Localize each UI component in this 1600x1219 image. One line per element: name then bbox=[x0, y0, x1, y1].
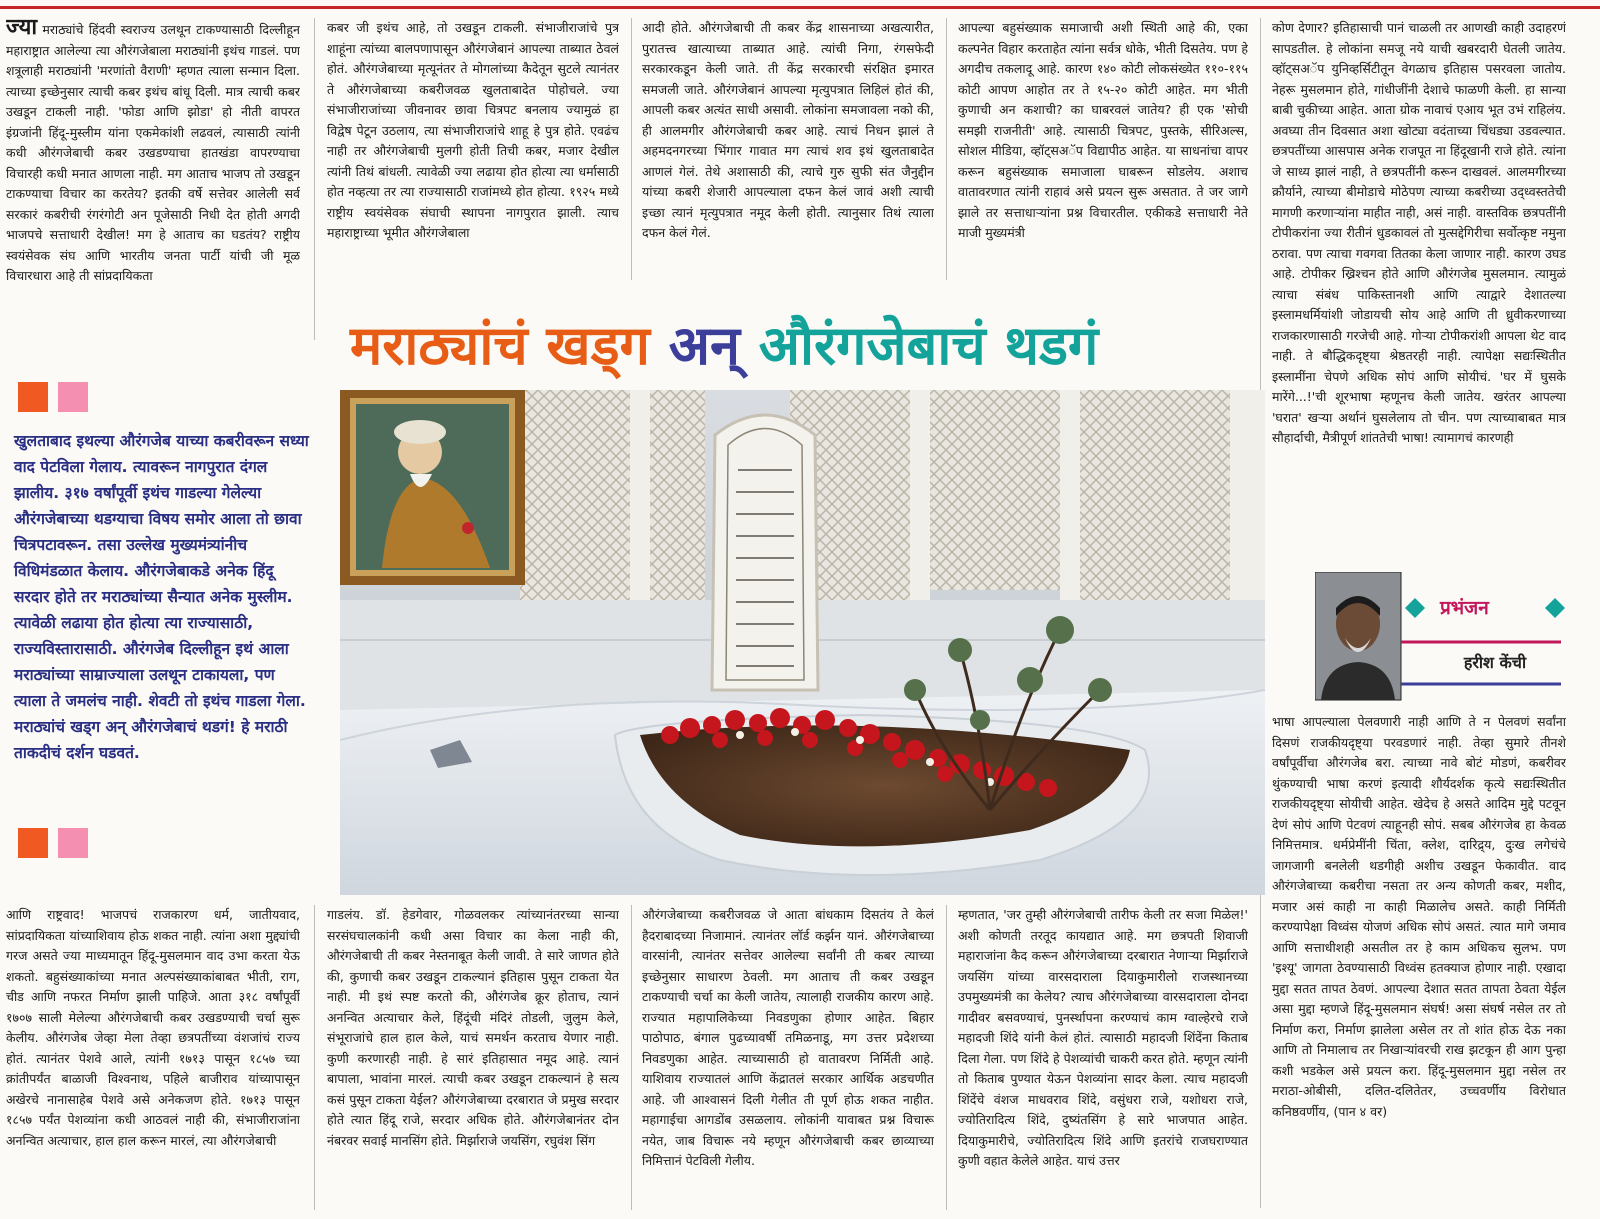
headline-part-3: औरंगजेबाचं थडगं bbox=[758, 314, 1099, 377]
marker-square-pink bbox=[58, 382, 88, 412]
column-1-top-text: मराठ्यांचे हिंदवी स्वराज्य उलथून टाकण्यासाठी दिल्लीहून महाराष्ट्रात आलेल्या त्या औरंगजेबाला मराठ्यांनी इथंच गाडलं. पण शत्रूलाही मराठ्यांनी 'मरणांतो वैराणी' म्हणत त्याला सन्मान दिला. त्याच्या इच्छेनुसार त्याची कबर इथंच बांधू दिली. मात्र त्याची कबर उखडून टाकली नाही. 'फोडा आणि झोडा' हो नीती वापरत इंग्रजांनी हिंदू-मुस्लीम यांना एकमेकांशी लढवलं, त्यासाठी त्यांनी कधी औरंगजेबाची कबर उखडण्याचा हातखंडा वापरण्याचा विचारही कधी मनात आणला नाही. मग आताच भाजप तो उखडून टाकण्याचा विचार का करतेय? इतकी वर्षे सत्तेवर आलेली सर्व सरकारं कबरीची रंगरंगोटी अन पूजेसाठी निधी देत होती अगदी भाजपचे सत्ताधारी देखील! मग हे आताच का घडतंय? राष्ट्रीय स्वयंसेवक संघ आणि भारतीय जनता पार्टी यांची जी मूळ विचारधारा आहे ती सांप्रदायिकता bbox=[6, 22, 300, 283]
author-photo bbox=[1315, 572, 1565, 702]
column-1-bottom bbox=[6, 905, 300, 1213]
tomb-photo bbox=[340, 390, 1265, 895]
column-2-top bbox=[327, 18, 619, 280]
top-rule bbox=[0, 6, 1600, 9]
column-3-top-text: आदी होते. औरंगजेबाची ती कबर केंद्र शासनाच्या अखत्यारीत, पुरातत्त्व खात्याच्या ताब्यात आहे. त्यांची निगा, रंगसफेदी सरकारकडून केली जाते. ती केंद्र सरकारची संरक्षित इमारत समजली जाते. औरंगजेबानं आपल्या मृत्युपत्रात लिहिलं होतं की, आपली कबर अत्यंत साधी असावी. लोकांना समजावला नको की, ही आलमगीर औरंगजेबाची कबर आहे. त्याचं निधन झालं ते अहमदनगरच्या भिंगार गावात मग त्याचं शव इथं खुलताबादेत आणलं गेलं. तेथे अशासाठी की, त्याचे गुरु सुफी संत जैनुद्दीन यांच्या कबरी शेजारी आपल्याला दफन केलं जावं अशी त्याची इच्छा त्यानं मृत्युपत्रात नमूद केली होती. त्यानुसार तिथं त्याला दफन केलं गेलं. bbox=[642, 20, 934, 240]
headline-part-2: अन् bbox=[668, 314, 740, 377]
column-4-bottom-text: म्हणतात, 'जर तुम्ही औरंगजेबाची तारीफ केली तर सजा मिळेल!' अशी कोणती तरतूद कायद्यात आहे. मग छत्रपती शिवाजी महाराजांना कैद करून औरंगजेबाच्या दरबारात नेणाऱ्या मिर्झाराजे जयसिंग यांच्या वारसदाराला दियाकुमारीलो राजस्थानच्या उपमुख्यमंत्री का केलेय? त्याच औरंगजेबाच्या वारसदाराला दोनदा गादीवर बसवण्याचं, पुनर्स्थापना करण्याचं काम ग्वाल्हेरचे राजे महादजी शिंदे यांनी केलं होतं. त्यासाठी महादजी शिंदेंना किताब दिला गेला. पण शिंदे हे पेशव्यांची चाकरी करत होते. म्हणून त्यांनी तो किताब पुण्यात येऊन पेशव्यांना सादर केला. त्याच महादजी शिंदेंचे वंशज माधवराव शिंदे, वसुंधरा राजे, यशोधरा राजे, ज्योतिरादित्य शिंदे, दुष्यंतसिंग हे सारे भाजपात आहेत. दियाकुमारीचे, ज्योतिरादित्य शिंदे आणि इतरांचे राजघराण्यात कुणी वहात केलेले आहेत. याचं उत्तर bbox=[958, 907, 1248, 1168]
author-name: हरीश केंची bbox=[1463, 653, 1527, 672]
column-5-middle bbox=[1272, 712, 1566, 1212]
column-divider bbox=[946, 18, 947, 280]
column-divider bbox=[314, 905, 315, 1210]
headline bbox=[350, 312, 1270, 380]
column-1-bottom-text: आणि राष्ट्रवाद! भाजपचं राजकारण धर्म, जातीयवाद, सांप्रदायिकता यांच्याशिवाय होऊ शकत नाही. त्यांना अशा मुद्द्यांची गरज असते ज्या माध्यमातून हिंदू-मुसलमान वाद उभा करता येऊ शकतो. बहुसंख्याकांच्या मनात अल्पसंख्याकांबाबत भीती, राग, चीड आणि नफरत निर्माण झाली पाहिजे. आता ३१८ वर्षांपूर्वी १७०७ साली मेलेल्या औरंगजेबाची कबर उखडण्याची चर्चा सुरू केलीय. औरंगजेब जेव्हा मेला तेव्हा छत्रपतींच्या वंशजांचं राज्य होतं. त्यानंतर पेशवे आले, त्यांनी १७१३ पासून १८५७ च्या क्रांतीपर्यंत बाळाजी विश्वनाथ, पहिले बाजीराव यांच्यापासून अखेरचे नानासाहेब पेशवे असे अनेकजण होते. १७१३ पासून १८५७ पर्यंत पेशव्यांना कधी आठवलं नाही की, संभाजीराजांना अनन्वित अत्याचार, हाल हाल करून मारलं, त्या औरंगजेबाची bbox=[6, 907, 300, 1148]
column-1-top bbox=[6, 18, 300, 346]
marker-square-orange bbox=[18, 382, 48, 412]
column-4-bottom bbox=[958, 905, 1248, 1213]
column-5-top-text: कोण देणार? इतिहासाची पानं चाळली तर आणखी काही उदाहरणं सापडतील. हे लोकांना समजू नये याची खबरदारी घेतली जातेय. व्हॉट्सअॅप युनिव्हर्सिटीतून वेगळाच इतिहास पसरवला जातोय. नेहरू मुसलमान होते, गांधीजींनी देशाचे फाळणी केली. हा सान्या बाबी चुकीच्या आहेत. आता ग्रोक नावाचं एआय भूत उभं राहिलंय. अवघ्या तीन दिवसात अशा खोट्या वदंताच्या चिंधड्या उडवल्यात. छत्रपतींच्या आसपास अनेक राजपूत ना हिंदूखानी राजे होते. त्यांना जे साध्य झालं नाही, ते छत्रपतींनी करून दाखवलं. आलमगीरच्या क्रौर्याने, त्याच्या बीमोडाचे मोठेपण त्याच्या कबरीच्या उद्ध्वस्ततेची मागणी करणाऱ्यांना माहीत नाही, असं नाही. वास्तविक छत्रपतींनी टोपीकरांना ज्या रीतीनं धुडकावलं तो मुत्सद्देगिरीचा सर्वोत्कृष्ट नमुना ठरावा. पण त्याचा गवगवा तितका केला जाणार नाही. कारण उघड आहे. टोपीकर ख्रिश्चन होते आणि औरंगजेब मुसलमान. त्यामुळं त्याचा संबंध पाकिस्तानशी आणि त्याद्वारे देशातल्या इस्लामधर्मियांशी जोडायची सोय आहे आणि ती ध्रुवीकरणाच्या राजकारणासाठी गरजेची आहे. गोऱ्या टोपीकरांशी आपला थेट वाद नाही. ते बौद्धिकदृष्ट्या श्रेष्ठतरही नाही. त्यापेक्षा सद्यःस्थितीत इस्लामींना चेपणे अधिक सोपं आणि सोयीचं. 'घर में घुसके मारेंगे...!'ची शूरभाषा म्हणूनच केली जातेय. खरंतर आपल्या 'घरात' खऱ्या अर्थानं घुसलेलाय तो चीन. पण त्याच्याबाबत मात्र सौहार्दाची, मैत्रीपूर्ण शांततेची भाषा! त्यामागचं कारणही bbox=[1272, 20, 1566, 445]
column-2-bottom-text: गाडलंय. डॉ. हेडगेवार, गोळवलकर त्यांच्यानंतरच्या सान्या सरसंघचालकांनी कधी असा विचार का केला नाही की, औरंगजेबाची ती कबर नेस्तनाबूत केली जावी. ते सारे जाणत होते की, कुणाची कबर उखडून टाकल्यानं इतिहास पुसून टाकता येत नाही. मी इथं स्पष्ट करतो की, औरंगजेब क्रूर होताच, त्यानं अनन्वित अत्याचार केले, हिंदूंची मंदिरं तोडली, जुलुम केले, संभूराजांचे हाल हाल केले, याचं समर्थन करताच येणार नाही. कुणी करणारही नाही. हे सारं इतिहासात नमूद आहे. त्यानं बापाला, भावांना मारलं. त्याची कबर उखडून टाकल्यानं हे सत्य कसं पुसून टाकता येईल? औरंगजेबाच्या दरबारात जे प्रमुख सरदार होते त्यात हिंदू राजे, सरदार अधिक होते. औरंगजेबानंतर दोन नंबरवर सवाई मानसिंग होते. मिर्झाराजे जयसिंग, रघुवंश सिंग bbox=[327, 907, 619, 1148]
marker-square-pink bbox=[58, 828, 88, 858]
headline-part-1: मराठ्यांचं खड्ग bbox=[350, 314, 650, 377]
marker-square-orange bbox=[18, 828, 48, 858]
column-divider bbox=[946, 905, 947, 1210]
column-name: प्रभंजन bbox=[1440, 597, 1489, 619]
column-divider bbox=[631, 18, 632, 280]
column-3-top bbox=[642, 18, 934, 280]
byline-block bbox=[1315, 572, 1565, 702]
column-3-bottom bbox=[642, 905, 934, 1213]
column-5-top bbox=[1272, 18, 1566, 572]
column-4-top bbox=[958, 18, 1248, 280]
column-divider bbox=[631, 905, 632, 1210]
column-divider bbox=[314, 18, 315, 340]
column-2-top-text: कबर जी इथंच आहे, तो उखडून टाकली. संभाजीराजांचे पुत्र शाहूंना त्यांच्या बालपणापासून औरंगजेबानं आपल्या ताब्यात ठेवलं होतं. औरंगजेबाच्या मृत्यूनंतर ते मोगलांच्या कैदेतून सुटले त्यानंतर ते औरंगजेबाच्या कबरीजवळ खुलताबादेत पोहोचले. ज्या संभाजीराजांच्या जीवनावर छावा चित्रपट बनलाय ज्यामुळं हा विद्वेष पेटून उठलाय, त्या संभाजीराजांचे शाहू हे पुत्र होते. एवढंच नाही तर औरंगजेबाची मुलगी होती तिची कबर, मजार देखील त्यांनी तिथं बांधली. त्यावेळी ज्या लढाया होत होत्या त्या धर्मासाठी होत नव्हत्या तर त्या राज्यासाठी राजांमध्ये होत होत्या. १९२५ मध्ये राष्ट्रीय स्वयंसेवक संघाची स्थापना नागपुरात झाली. त्याच महाराष्ट्राच्या भूमीत औरंगजेबाला bbox=[327, 20, 619, 240]
pull-quote: खुलताबाद इथल्या औरंगजेब याच्या कबरीवरून सध्या वाद पेटविला गेलाय. त्यावरून नागपुरात दंगल झालीय. ३१७ वर्षांपूर्वी इथंच गाडल्या गेलेल्या औरंगजेबाच्या थडग्याचा विषय समोर आला तो छावा चित्रपटावरून. तसा उल्लेख मुख्यमंत्र्यांनीच विधिमंडळात केलाय. औरंगजेबाकडे अनेक हिंदू सरदार होते तर मराठ्यांच्या सैन्यात अनेक मुस्लीम. त्यावेळी लढाया होत होत्या त्या राज्यासाठी, राज्यविस्तारासाठी. औरंगजेब दिल्लीहून इथं आला मराठ्यांच्या साम्राज्याला उलथून टाकायला, पण त्याला ते जमलंच नाही. शेवटी तो इथंच गाडला गेला. मराठ्यांचं खड्ग अन् औरंगजेबाचं थडगं! हे मराठी ताकदीचं दर्शन घडवतं. bbox=[14, 432, 309, 762]
column-5-middle-text: भाषा आपल्याला पेलवणारी नाही आणि ते न पेलवणं सर्वांना दिसणं राजकीयदृष्ट्या परवडणारं नाही. तेव्हा सुमारे तीनशे वर्षांपूर्वीचा औरंगजेब बरा. त्याच्या नावे बोटं मोडणं, कबरीवर थुंकण्याची भाषा करणं इत्यादी शौर्यदर्शक कृत्ये सद्यःस्थितीत राजकीयदृष्ट्या सोयीची आहेत. खेदेच हे असते आदिम मुद्दे पटवून देणं सोपं आणि पेटवणं त्याहूनही सोपं. सबब औरंगजेब हा केवळ निमित्तमात्र. धर्मप्रेमींनी चिंता, क्लेश, दारिद्र्य, दुःख लगेचंचे जागजागी बनलेली थडगीही अशीच उखडून फेकावीत. वाद औरंगजेबाच्या कबरीचा नसता तर अन्य कोणती कबर, मशीद, मजार असं काही ना काही मिळालेच असते. काही निर्मिती करण्यापेक्षा विध्वंस योजणं अधिक सोपं असतं. त्यात मागे जमाव आणि सत्ताधीशही असतील तर हे काम अधिकच सुलभ. पण 'इश्यू' जागता ठेवण्यासाठी विध्वंस हतक्याज होणार नाही. एखादा मुद्दा सतत तापत ठेवणं. आपल्या देशात सतत तापता ठेवता येईल असा मुद्दा म्हणजे हिंदू-मुसलमान संघर्ष! असा संघर्ष नसेल तर तो निर्माण करा, निर्माण झालेला असेल तर तो शांत होऊ देऊ नका आणि तो निमालाच तर निखाऱ्यांवरची राख झटकून ही आग पुन्हा कशी भडकेल असे प्रयत्न करा. हिंदू-मुसलमान मुद्दा नसेल तर मराठा-ओबीसी, दलित-दलितेतर, उच्चवर्णीय विरोधात कनिष्ठवर्णीय, (पान ४ वर) bbox=[1272, 714, 1566, 1119]
tomb-photo-illustration bbox=[340, 390, 1265, 895]
column-2-bottom bbox=[327, 905, 619, 1213]
drop-cap: ज्या bbox=[6, 18, 38, 40]
column-3-bottom-text: औरंगजेबाच्या कबरीजवळ जे आता बांधकाम दिसतंय ते केलं हैदराबादच्या निजामानं. त्यानंतर लॉर्ड कर्झन यानं. औरंगजेबाच्या वारसांनी, त्यानंतर सत्तेवर आलेल्या सर्वांनी ती कबर त्याच्या इच्छेनुसार साधारण ठेवली. मग आताच ती कबर उखडून टाकण्याची चर्चा का केली जातेय, त्यालाही राजकीय कारण आहे. राज्यात महापालिकेच्या निवडणुका होणार आहेत. बिहार पाठोपाठ, बंगाल पुढच्यावर्षी तमिळनाडू, मग उत्तर प्रदेशच्या निवडणुका आहेत. त्याच्यासाठी हो वातावरण निर्मिती आहे. याशिवाय राज्यातलं आणि केंद्रातलं सरकार आर्थिक अडचणीत आहे. जी आश्वासनं दिली गेलीत ती पूर्ण होऊ शकत नाहीत. महागाईचा आगडोंब उसळलाय. लोकांनी यावाबत प्रश्न विचारू नयेत, जाब विचारू नये म्हणून औरंगजेबाची कबर छाव्याच्या निमित्तानं पेटविली गेलीय. bbox=[642, 907, 934, 1168]
column-4-top-text: आपल्या बहुसंख्याक समाजाची अशी स्थिती आहे की, एका कल्पनेत विहार करताहेत त्यांना सर्वत्र धोके, भीती दिसतेय. पण हे अगदीच तकलादू आहे. कारण १४० कोटी लोकसंख्येत ११०-११५ कोटी आपण आहोत तर ते १५-२० कोटी आहेत. मग भीती कुणाची अन कशाची? का घाबरवलं जातेय? ही एक 'सोची समझी राजनीती' आहे. त्यासाठी चित्रपट, पुस्तके, सीरिअल्स, सोशल मीडिया, व्हॉट्सअॅप विद्यापीठ आहेत. या साधनांचा वापर करून बहुसंख्याक समाजाला घाबरून सोडलेय. अशाच वातावरणात त्यांनी राहावं असे प्रयत्न सुरू असतात. ते जर जागे झाले तर सत्ताधाऱ्यांना प्रश्न विचारतील. एकीकडे सत्ताधारी नेते माजी मुख्यमंत्री bbox=[958, 20, 1248, 240]
